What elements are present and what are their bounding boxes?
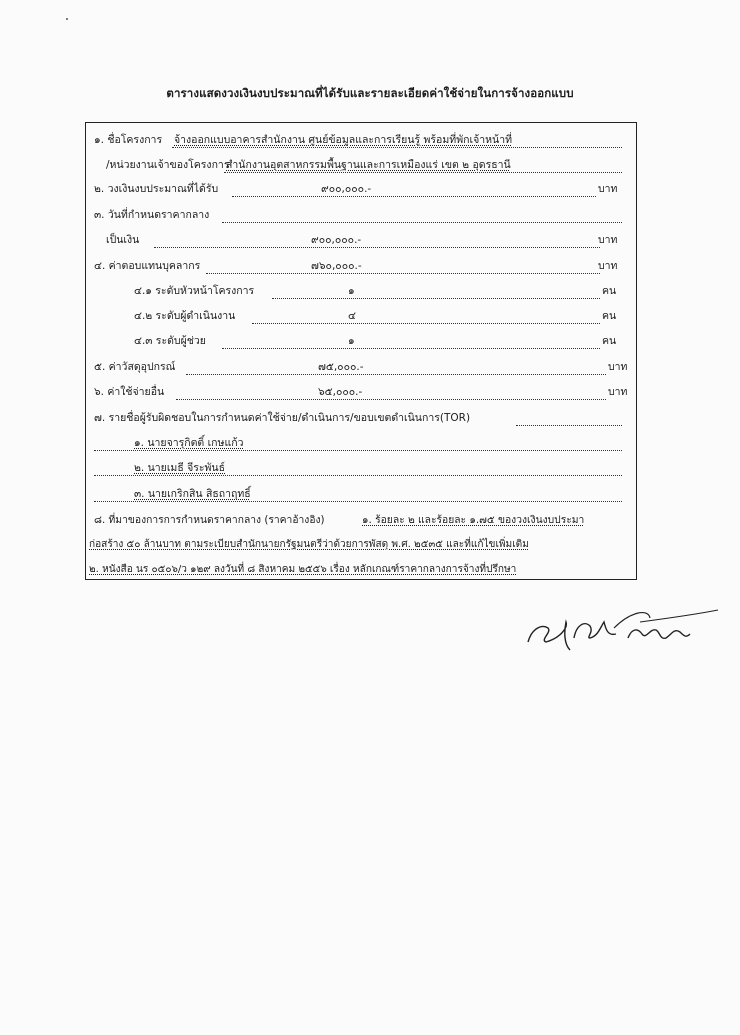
sub-value: ๑	[348, 335, 355, 347]
amount-unit: บาท	[598, 234, 618, 246]
project-name-value: จ้างออกแบบอาคารสำนักงาน ศูนย์ข้อมูลและการเรียนรู้ พร้อมที่พักเจ้าหน้าที่	[174, 134, 513, 146]
other-costs-value: ๖๕,๐๐๐.-	[318, 386, 363, 398]
materials-value: ๗๕,๐๐๐.-	[318, 361, 364, 373]
materials-label: ๕. ค่าวัสดุอุปกรณ์	[94, 361, 176, 373]
dotted-line	[154, 247, 600, 248]
person-name: ๑. นายจารุกิตติ์ เกษแก้ว	[134, 437, 244, 449]
dotted-line	[222, 348, 600, 349]
dotted-line	[176, 399, 606, 400]
sub-value: ๑	[348, 285, 355, 297]
reference-label: ๘. ที่มาของการการกำหนดราคากลาง (ราคาอ้างอิง)	[94, 514, 325, 526]
other-costs-label: ๖. ค่าใช้จ่ายอื่น	[94, 386, 165, 398]
person-name: ๓. นายเกริกสิน สิธถาฤทธิ์	[134, 488, 251, 500]
project-name-label: ๑. ชื่อโครงการ	[94, 134, 163, 146]
dotted-line	[94, 475, 622, 476]
person-name: ๒. นายเมธี จีระพันธ์	[134, 462, 226, 474]
materials-unit: บาท	[608, 361, 628, 373]
budget-value: ๙๐๐,๐๐๐.-	[321, 183, 372, 195]
sub-label: ๔.๓ ระดับผู้ช่วย	[134, 335, 206, 347]
dotted-line	[232, 196, 596, 197]
dotted-line	[94, 501, 622, 502]
scan-speck	[66, 18, 68, 20]
sub-unit: คน	[602, 285, 617, 297]
other-costs-unit: บาท	[608, 386, 628, 398]
budget-label: ๒. วงเงินงบประมาณที่ได้รับ	[94, 183, 219, 195]
signature	[520, 598, 720, 658]
reference-line-2: ก่อสร้าง ๕๐ ล้านบาท ตามระเบียบสำนักนายกรัฐมนตรีว่าด้วยการพัสดุ พ.ศ. ๒๕๓๕ และที่แก้ไขเพิ่มเติม	[89, 539, 529, 550]
sub-label: ๔.๒ ระดับผู้ดำเนินงาน	[134, 310, 236, 322]
dotted-line	[172, 147, 622, 148]
sub-unit: คน	[602, 335, 617, 347]
price-date-label: ๓. วันที่กำหนดราคากลาง	[94, 209, 210, 221]
amount-value: ๙๐๐,๐๐๐.-	[311, 234, 362, 246]
dotted-line	[186, 374, 606, 375]
agency-value: สำนักงานอุตสาหกรรมพื้นฐานและการเหมืองแร่ เขต ๒ อุดรธานี	[226, 159, 511, 171]
agency-label: /หน่วยงานเจ้าของโครงการ	[106, 159, 230, 171]
sub-unit: คน	[602, 310, 617, 322]
dotted-line	[94, 450, 622, 451]
dotted-line	[224, 172, 622, 173]
details-table	[85, 122, 637, 580]
page-title: ตารางแสดงวงเงินงบประมาณที่ได้รับและรายละเอียดค่าใช้จ่ายในการจ้างออกแบบ	[166, 86, 574, 100]
dotted-line	[222, 222, 622, 223]
budget-unit: บาท	[598, 183, 618, 195]
reference-line-3: ๒. หนังสือ นร ๐๕๐๖/ว ๑๒๙ ลงวันที่ ๘ สิงหาคม ๒๕๕๖ เรื่อง หลักเกณฑ์ราคากลางการจ้างที่ปรึกษา	[89, 564, 517, 575]
personnel-value: ๗๖๐,๐๐๐.-	[311, 260, 362, 272]
sub-label: ๔.๑ ระดับหัวหน้าโครงการ	[134, 285, 255, 297]
dotted-line	[252, 323, 600, 324]
reference-value: ๑. ร้อยละ ๒ และร้อยละ ๑.๗๕ ของวงเงินงบประมา	[362, 514, 585, 526]
dotted-line	[272, 298, 600, 299]
amount-label: เป็นเงิน	[106, 234, 140, 246]
dotted-line	[206, 273, 600, 274]
dotted-line	[516, 425, 622, 426]
personnel-label: ๔. ค่าตอบแทนบุคลากร	[94, 260, 201, 272]
sub-value: ๔	[348, 310, 356, 322]
responsible-label: ๗. รายชื่อผู้รับผิดชอบในการกำหนดค่าใช้จ่าย/ดำเนินการ/ขอบเขตดำเนินการ(TOR)	[94, 412, 471, 424]
personnel-unit: บาท	[598, 260, 618, 272]
